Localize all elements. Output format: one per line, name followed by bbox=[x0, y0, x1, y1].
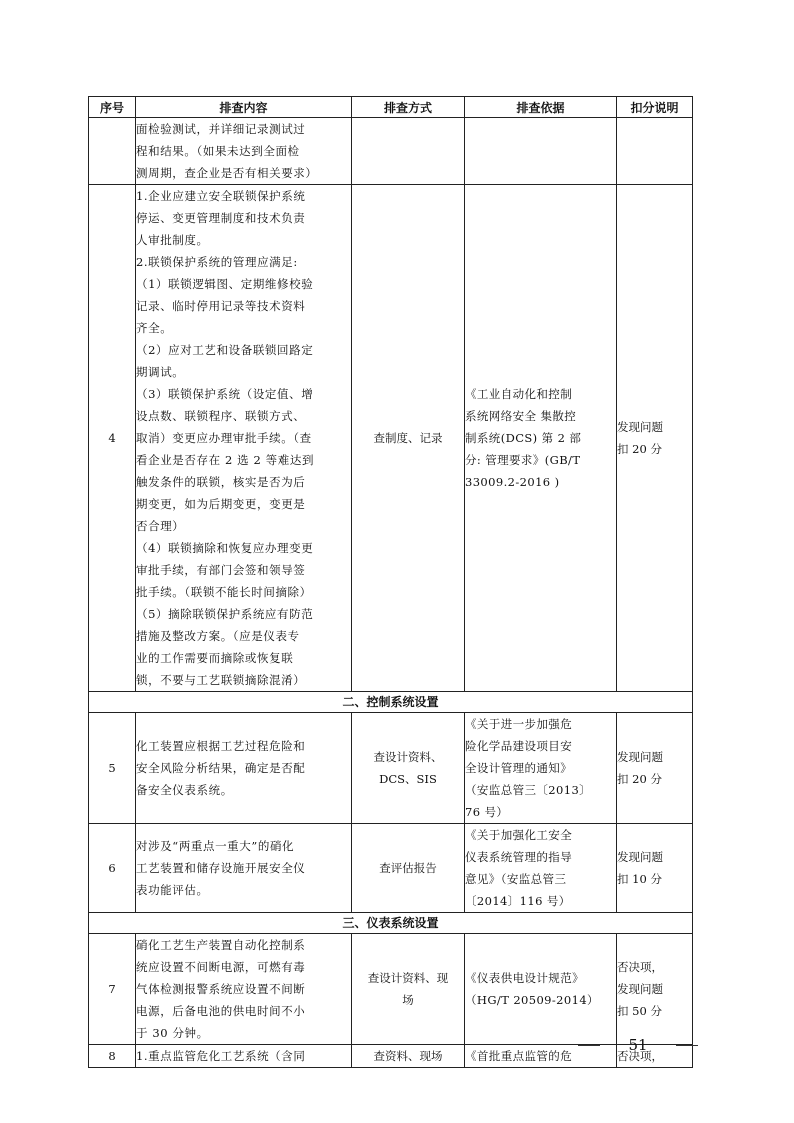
cell-seq: 8 bbox=[89, 1045, 136, 1068]
cell-content-line: 统应设置不间断电源，可燃有毒 bbox=[136, 960, 306, 974]
cell-content-line: （5）摘除联锁保护系统应有防范 bbox=[136, 607, 314, 621]
cell-basis bbox=[465, 118, 617, 185]
cell-basis-line: 〔2014〕116 号） bbox=[465, 894, 571, 908]
cell-deduction bbox=[617, 118, 693, 185]
cell-content-line: 设点数、联锁程序、联锁方式、 bbox=[136, 409, 306, 423]
cell-seq: 6 bbox=[89, 824, 136, 913]
cell-content bbox=[136, 118, 352, 185]
cell-content-line: （4）联锁摘除和恢复应办理变更 bbox=[136, 541, 314, 555]
cell-content-line: 人审批制度。 bbox=[136, 233, 209, 247]
cell-basis-line: 76 号） bbox=[465, 805, 509, 819]
cell-content-line: （3）联锁保护系统（设定值、增 bbox=[136, 387, 314, 401]
cell-deduction-line: 扣 10 分 bbox=[617, 872, 662, 886]
cell-basis-line: 制系统(DCS) 第 2 部 bbox=[465, 431, 582, 445]
cell-content-line: 取消）变更应办理审批手续。（查 bbox=[136, 431, 312, 445]
cell-content-line: 停运、变更管理制度和技术负责 bbox=[136, 211, 306, 225]
header-seq: 序号 bbox=[89, 97, 136, 118]
cell-content-line: 否合理） bbox=[136, 519, 185, 533]
cell-method bbox=[352, 1045, 465, 1068]
cell-content-line: 期变更，如为后期变更，变更是 bbox=[136, 497, 306, 511]
cell-seq: 5 bbox=[89, 713, 136, 824]
cell-method-line: 查制度、记录 bbox=[373, 431, 443, 445]
cell-deduction-line: 发现问题 bbox=[617, 850, 663, 864]
cell-basis-line: 《关于加强化工安全 bbox=[465, 828, 573, 842]
footer-dash-left bbox=[578, 1045, 600, 1046]
cell-content-line: 对涉及“两重点一重大”的硝化 bbox=[136, 839, 295, 853]
cell-content-line: 测周期，查企业是否有相关要求） bbox=[136, 166, 318, 180]
page-number: 51 bbox=[628, 1036, 648, 1054]
cell-deduction bbox=[617, 934, 693, 1045]
header-content: 排查内容 bbox=[136, 97, 352, 118]
cell-basis-line: 仪表系统管理的指导 bbox=[465, 850, 573, 864]
cell-basis-line: 意见》（安监总管三 bbox=[465, 872, 567, 886]
cell-method-line: 场 bbox=[402, 993, 414, 1007]
cell-basis-line: 《首批重点监管的危 bbox=[465, 1049, 573, 1063]
cell-basis-line: 《仪表供电设计规范》 bbox=[465, 971, 584, 985]
cell-deduction-line: 发现问题 bbox=[617, 750, 663, 764]
cell-content-line: 安全风险分析结果，确定是否配 bbox=[136, 761, 306, 775]
cell-content-line: 2.联锁保护系统的管理应满足: bbox=[136, 255, 298, 269]
cell-content bbox=[136, 1045, 352, 1068]
cell-basis-line: 全设计管理的通知》 bbox=[465, 761, 573, 775]
cell-method bbox=[352, 118, 465, 185]
cell-method bbox=[352, 185, 465, 692]
cell-content-line: （2）应对工艺和设备联锁回路定 bbox=[136, 343, 314, 357]
cell-content-line: 电源，后备电池的供电时间不小 bbox=[136, 1004, 306, 1018]
cell-content-line: 锁，不要与工艺联锁摘除混淆） bbox=[136, 673, 306, 687]
table-row bbox=[89, 118, 693, 185]
cell-content bbox=[136, 185, 352, 692]
cell-deduction-line: 否决项， bbox=[617, 960, 663, 974]
cell-seq: 4 bbox=[89, 185, 136, 692]
cell-basis bbox=[465, 185, 617, 692]
footer-dash-right bbox=[676, 1045, 698, 1046]
cell-content-line: 程和结果。（如果未达到全面检 bbox=[136, 144, 300, 158]
cell-content-line: 表功能评估。 bbox=[136, 883, 209, 897]
section-row bbox=[89, 692, 693, 713]
header-deduction: 扣分说明 bbox=[617, 97, 693, 118]
page-footer bbox=[578, 1034, 698, 1056]
cell-basis-line: 系统网络安全 集散控 bbox=[465, 409, 577, 423]
cell-basis bbox=[465, 934, 617, 1045]
cell-content-line: （1）联锁逻辑图、定期维修校验 bbox=[136, 277, 314, 291]
cell-basis-line: 分: 管理要求》(GB/T bbox=[465, 453, 581, 467]
header-method: 排查方式 bbox=[352, 97, 465, 118]
table-row bbox=[89, 934, 693, 1045]
cell-basis-line: （安监总管三〔2013〕 bbox=[465, 783, 592, 797]
cell-content-line: 1.重点监管危化工艺系统（含同 bbox=[136, 1049, 306, 1063]
cell-method-line: DCS、SIS bbox=[379, 772, 437, 786]
cell-content-line: 化工装置应根据工艺过程危险和 bbox=[136, 739, 306, 753]
table-row bbox=[89, 713, 693, 824]
cell-basis-line: 33009.2-2016 ) bbox=[465, 475, 560, 489]
table-row bbox=[89, 824, 693, 913]
cell-content-line: 备安全仪表系统。 bbox=[136, 783, 233, 797]
cell-content bbox=[136, 824, 352, 913]
cell-method bbox=[352, 713, 465, 824]
cell-deduction-line: 否决项， bbox=[617, 1049, 663, 1063]
cell-deduction bbox=[617, 713, 693, 824]
cell-deduction bbox=[617, 185, 693, 692]
cell-deduction bbox=[617, 824, 693, 913]
cell-method-line: 查设计资料、 bbox=[373, 750, 443, 764]
cell-content bbox=[136, 934, 352, 1045]
cell-method-line: 查设计资料、现 bbox=[367, 971, 449, 985]
cell-deduction-line: 扣 50 分 bbox=[617, 1004, 662, 1018]
cell-deduction-line: 扣 20 分 bbox=[617, 442, 662, 456]
cell-deduction-line: 发现问题 bbox=[617, 982, 663, 996]
cell-method bbox=[352, 824, 465, 913]
cell-basis-line: 险化学品建设项目安 bbox=[465, 739, 573, 753]
cell-content-line: 业的工作需要而摘除或恢复联 bbox=[136, 651, 294, 665]
cell-content-line: 面检验测试，并详细记录测试过 bbox=[136, 122, 306, 136]
cell-method bbox=[352, 934, 465, 1045]
cell-deduction-line: 扣 20 分 bbox=[617, 772, 662, 786]
cell-content-line: 看企业是否存在 2 选 2 等难达到 bbox=[136, 453, 315, 467]
cell-content-line: 触发条件的联锁，核实是否为后 bbox=[136, 475, 306, 489]
cell-content-line: 批手续。（联锁不能长时间摘除） bbox=[136, 585, 312, 599]
cell-basis bbox=[465, 824, 617, 913]
cell-content-line: 硝化工艺生产装置自动化控制系 bbox=[136, 938, 306, 952]
table-row bbox=[89, 185, 693, 692]
section-title: 三、仪表系统设置 bbox=[89, 913, 693, 934]
cell-seq: 7 bbox=[89, 934, 136, 1045]
section-title: 二、控制系统设置 bbox=[89, 692, 693, 713]
cell-basis-line: （HG/T 20509-2014） bbox=[465, 993, 599, 1007]
inspection-table bbox=[88, 96, 693, 1068]
cell-content-line: 工艺装置和储存设施开展安全仪 bbox=[136, 861, 306, 875]
cell-content-line: 记录、临时停用记录等技术资料 bbox=[136, 299, 306, 313]
cell-content-line: 措施及整改方案。（应是仪表专 bbox=[136, 629, 300, 643]
cell-method-line: 查评估报告 bbox=[379, 861, 437, 875]
cell-seq bbox=[89, 118, 136, 185]
cell-basis-line: 《关于进一步加强危 bbox=[465, 717, 573, 731]
cell-basis bbox=[465, 713, 617, 824]
header-basis: 排查依据 bbox=[465, 97, 617, 118]
table-header-row bbox=[89, 97, 693, 118]
cell-content-line: 审批手续，有部门会签和领导签 bbox=[136, 563, 306, 577]
cell-content-line: 1.企业应建立安全联锁保护系统 bbox=[136, 189, 306, 203]
cell-deduction-line: 发现问题 bbox=[617, 420, 663, 434]
cell-content bbox=[136, 713, 352, 824]
cell-content-line: 齐全。 bbox=[136, 321, 173, 335]
cell-content-line: 期调试。 bbox=[136, 365, 185, 379]
cell-method-line: 查资料、现场 bbox=[373, 1049, 443, 1063]
cell-content-line: 于 30 分钟。 bbox=[136, 1026, 209, 1040]
cell-content-line: 气体检测报警系统应设置不间断 bbox=[136, 982, 306, 996]
cell-basis-line: 《工业自动化和控制 bbox=[465, 387, 573, 401]
section-row bbox=[89, 913, 693, 934]
